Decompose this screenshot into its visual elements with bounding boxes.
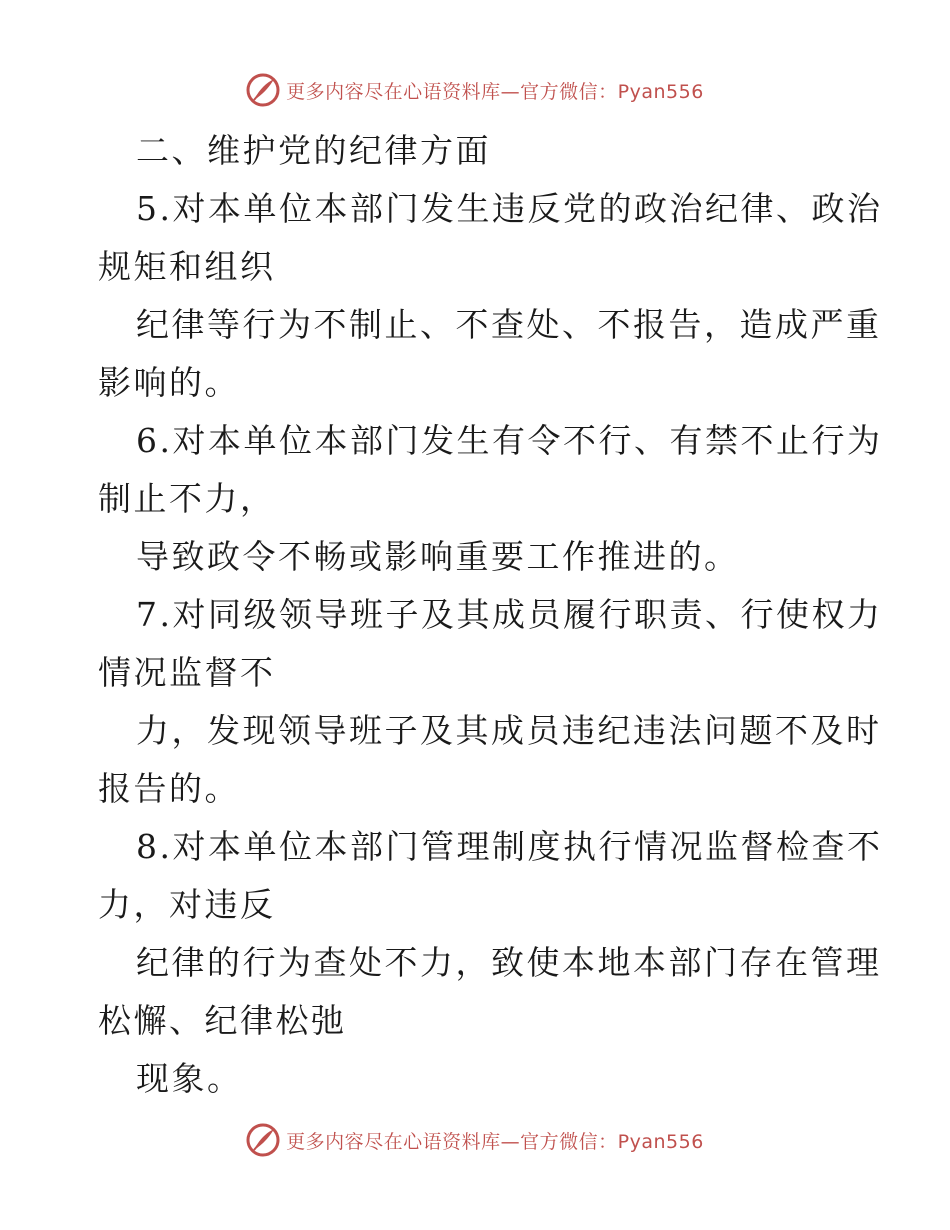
paragraph-line: 情况监督不 bbox=[98, 653, 276, 692]
paragraph-line: 纪律等行为不制止、不查处、不报告，造成严重 bbox=[136, 305, 882, 344]
paragraph-line: 影响的。 bbox=[98, 363, 240, 402]
paragraph-line: 纪律的行为查处不力，致使本地本部门存在管理 bbox=[136, 943, 882, 982]
paragraph-line: 7.对同级领导班子及其成员履行职责、行使权力 bbox=[136, 595, 883, 634]
paragraph-line: 力，对违反 bbox=[98, 885, 276, 924]
paragraph-line: 8.对本单位本部门管理制度执行情况监督检查不 bbox=[136, 827, 883, 866]
paragraph-line: 6.对本单位本部门发生有令不行、有禁不止行为 bbox=[136, 421, 883, 460]
paragraph-line: 制止不力， bbox=[98, 479, 276, 518]
feather-pen-logo-icon bbox=[246, 73, 280, 107]
paragraph-line: 5.对本单位本部门发生违反党的政治纪律、政治 bbox=[136, 189, 883, 228]
paragraph-line: 导致政令不畅或影响重要工作推进的。 bbox=[136, 537, 740, 576]
document-body bbox=[98, 122, 883, 1108]
paragraph-line: 现象。 bbox=[136, 1059, 243, 1098]
paragraph-line: 力，发现领导班子及其成员违纪违法问题不及时 bbox=[136, 711, 882, 750]
paragraph-line: 报告的。 bbox=[98, 769, 240, 808]
footer-banner-text: 更多内容尽在心语资料库—官方微信：Pyan556 bbox=[286, 1130, 704, 1153]
header-banner-text: 更多内容尽在心语资料库—官方微信：Pyan556 bbox=[286, 80, 704, 103]
feather-pen-logo-icon bbox=[246, 1123, 280, 1157]
paragraph-line: 规矩和组织 bbox=[98, 247, 276, 286]
footer-banner bbox=[0, 1120, 950, 1160]
section-heading: 二、维护党的纪律方面 bbox=[136, 131, 491, 170]
paragraph-line: 松懈、纪律松弛 bbox=[98, 1001, 347, 1040]
header-banner bbox=[0, 70, 950, 110]
